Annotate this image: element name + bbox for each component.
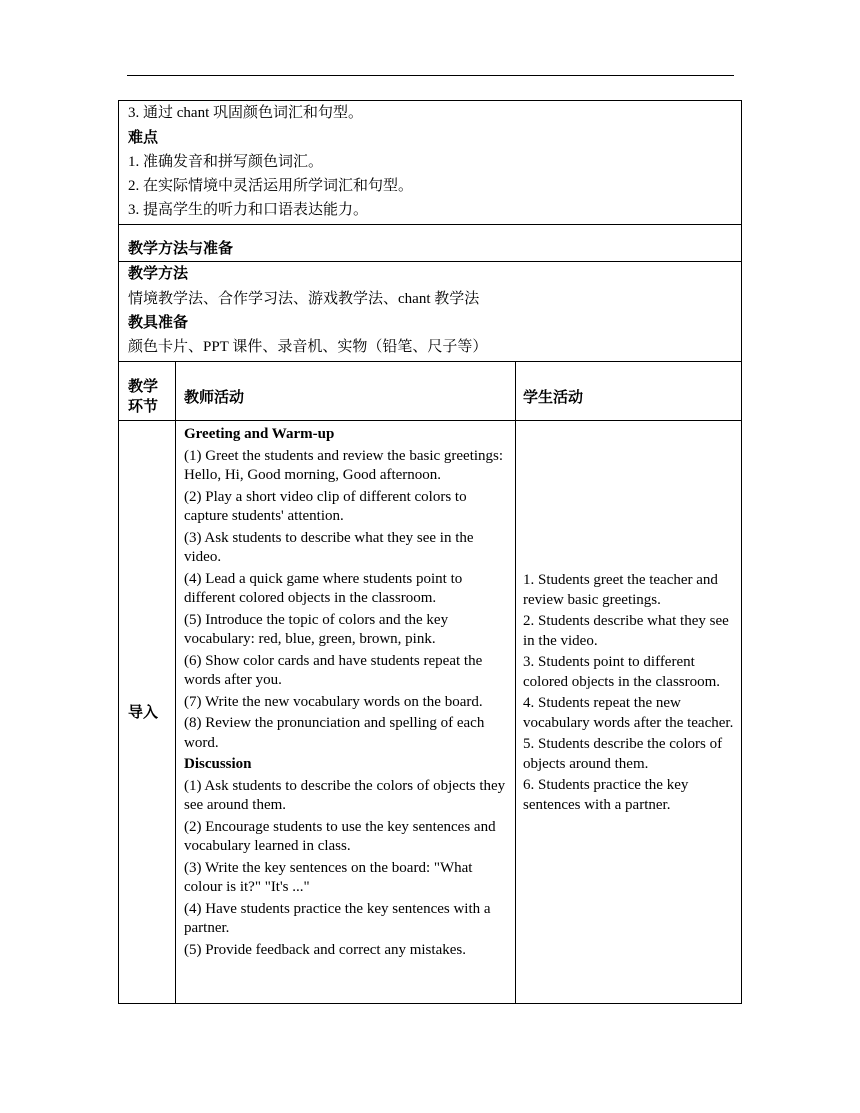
header-rule — [127, 75, 734, 76]
student-item: 2. Students describe what they see in the video. — [523, 613, 729, 649]
header-teacher: 教师活动 — [184, 390, 245, 406]
student-item: 6. Students practice the key sentences with a partner. — [523, 777, 689, 813]
teaching-methods-text: 情境教学法、合作学习法、游戏教学法、chant 教学法 — [128, 291, 480, 307]
column-divider-1 — [175, 362, 176, 1003]
lesson-plan-table — [118, 100, 742, 1004]
header-stage-line1: 教学 — [128, 379, 159, 395]
header-stage-line2: 环节 — [128, 399, 159, 415]
stage-label: 导入 — [128, 705, 159, 721]
difficulty-item-2: 2. 在实际情境中灵活运用所学词汇和句型。 — [128, 178, 414, 194]
materials-text: 颜色卡片、PPT 课件、录音机、实物（铅笔、尺子等） — [128, 339, 488, 355]
teacher-item: (3) Ask students to describe what they see in the video. — [184, 529, 474, 565]
difficulty-heading: 难点 — [128, 130, 159, 146]
difficulty-item-3: 3. 提高学生的听力和口语表达能力。 — [128, 202, 369, 218]
student-activities — [523, 571, 737, 815]
teacher-item: (7) Write the new vocabulary words on the board. — [184, 693, 483, 710]
methods-section — [118, 261, 742, 362]
student-item: 4. Students repeat the new vocabulary words after the teacher. — [523, 695, 734, 731]
teacher-item: (1) Greet the students and review the basic greetings: Hello, Hi, Good morning, Good afternoon. — [184, 447, 504, 483]
teacher-item: (4) Have students practice the key sentences with a partner. — [184, 900, 491, 936]
teacher-item: (2) Play a short video clip of different colors to capture students' attention. — [184, 488, 467, 524]
column-divider-2 — [515, 362, 516, 1003]
teacher-activities — [184, 425, 510, 960]
teaching-methods-title: 教学方法 — [128, 266, 189, 282]
teacher-item: (4) Lead a quick game where students point to different colored objects in the classroom. — [184, 570, 463, 606]
difficulty-section — [118, 100, 742, 225]
header-stage — [128, 377, 158, 417]
difficulty-item-1: 1. 准确发音和拼写颜色词汇。 — [128, 154, 324, 170]
methods-heading-row — [118, 224, 742, 262]
header-student: 学生活动 — [523, 390, 584, 406]
teacher-heading-warmup: Greeting and Warm-up — [184, 426, 335, 442]
teacher-item: (3) Write the key sentences on the board: "What colour is it?" "It's ..." — [184, 859, 473, 895]
student-item: 5. Students describe the colors of objects around them. — [523, 736, 723, 772]
teacher-item: (1) Ask students to describe the colors of objects they see around them. — [184, 777, 506, 813]
header-divider — [119, 420, 741, 421]
methods-heading: 教学方法与准备 — [128, 241, 234, 257]
objective-line-3: 3. 通过 chant 巩固颜色词汇和句型。 — [128, 105, 363, 121]
materials-title: 教具准备 — [128, 315, 189, 331]
teacher-item: (2) Encourage students to use the key sentences and vocabulary learned in class. — [184, 818, 496, 854]
teacher-item: (6) Show color cards and have students repeat the words after you. — [184, 652, 483, 688]
student-item: 1. Students greet the teacher and review basic greetings. — [523, 572, 718, 608]
teacher-item: (8) Review the pronunciation and spelling of each word. — [184, 715, 485, 751]
teacher-heading-discussion: Discussion — [184, 756, 252, 772]
teacher-item: (5) Introduce the topic of colors and the key vocabulary: red, blue, green, brown, pink. — [184, 611, 449, 647]
activity-table — [118, 361, 742, 1004]
teacher-item: (5) Provide feedback and correct any mistakes. — [184, 941, 466, 958]
student-item: 3. Students point to different colored objects in the classroom. — [523, 654, 721, 690]
